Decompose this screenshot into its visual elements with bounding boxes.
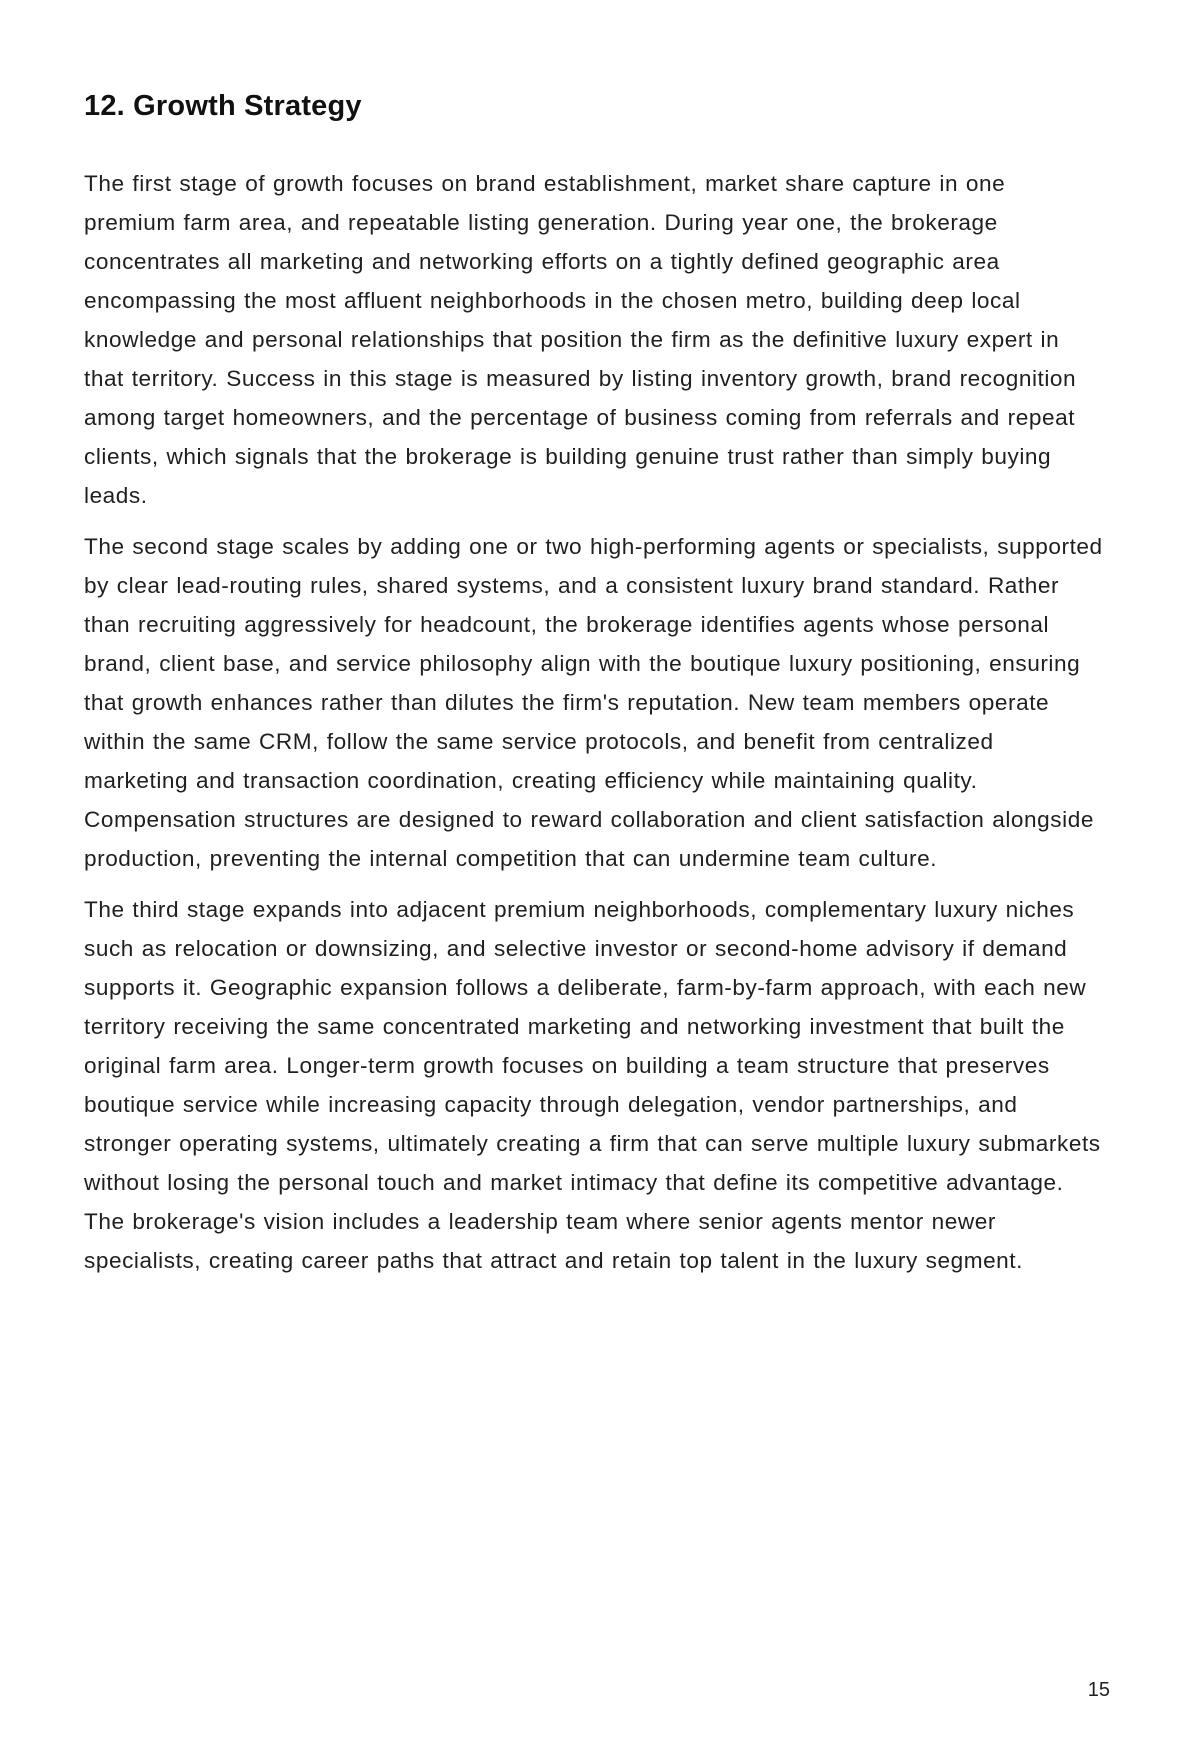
paragraph-stage-three: The third stage expands into adjacent premium neighborhoods, complementary luxury niches such as relocation or downsizing, and selective investor or second-home advisory if demand supports it. Geographic expansion follows a deliberate, farm-by-farm approach, with each new territory receiving the same concentrated marketing and networking investment that built the original farm area. Longer-term growth focuses on building a team structure that preserves boutique service while increasing capacity through delegation, vendor partnerships, and stronger operating systems, ultimately creating a firm that can serve multiple luxury submarkets without losing the personal touch and market intimacy that define its competitive advantage. The brokerage's vision includes a leadership team where senior agents mentor newer specialists, creating career paths that attract and retain top talent in the luxury segment.: [84, 897, 1101, 1273]
page-number: 15: [1087, 1679, 1110, 1701]
section-title: 12. Growth Strategy: [84, 90, 362, 122]
paragraph-stage-one: The first stage of growth focuses on brand establishment, market share capture in one premium farm area, and repeatable listing generation. During year one, the brokerage concentrates all marketing and networking efforts on a tightly defined geographic area encompassing the most affluent neighborhoods in the chosen metro, building deep local knowledge and personal relationships that position the firm as the definitive luxury expert in that territory. Success in this stage is measured by listing inventory growth, brand recognition among target homeowners, and the percentage of business coming from referrals and repeat clients, which signals that the brokerage is building genuine trust rather than simply buying leads.: [84, 171, 1077, 508]
section-body: [84, 164, 1104, 1292]
paragraph-stage-two: The second stage scales by adding one or two high-performing agents or specialists, supported by clear lead-routing rules, shared systems, and a consistent luxury brand standard. Rather than recruiting aggressively for headcount, the brokerage identifies agents whose personal brand, client base, and service philosophy align with the boutique luxury positioning, ensuring that growth enhances rather than dilutes the firm's reputation. New team members operate within the same CRM, follow the same service protocols, and benefit from centralized marketing and transaction coordination, creating efficiency while maintaining quality. Compensation structures are designed to reward collaboration and client satisfaction alongside production, preventing the internal competition that can undermine team culture.: [84, 534, 1103, 871]
